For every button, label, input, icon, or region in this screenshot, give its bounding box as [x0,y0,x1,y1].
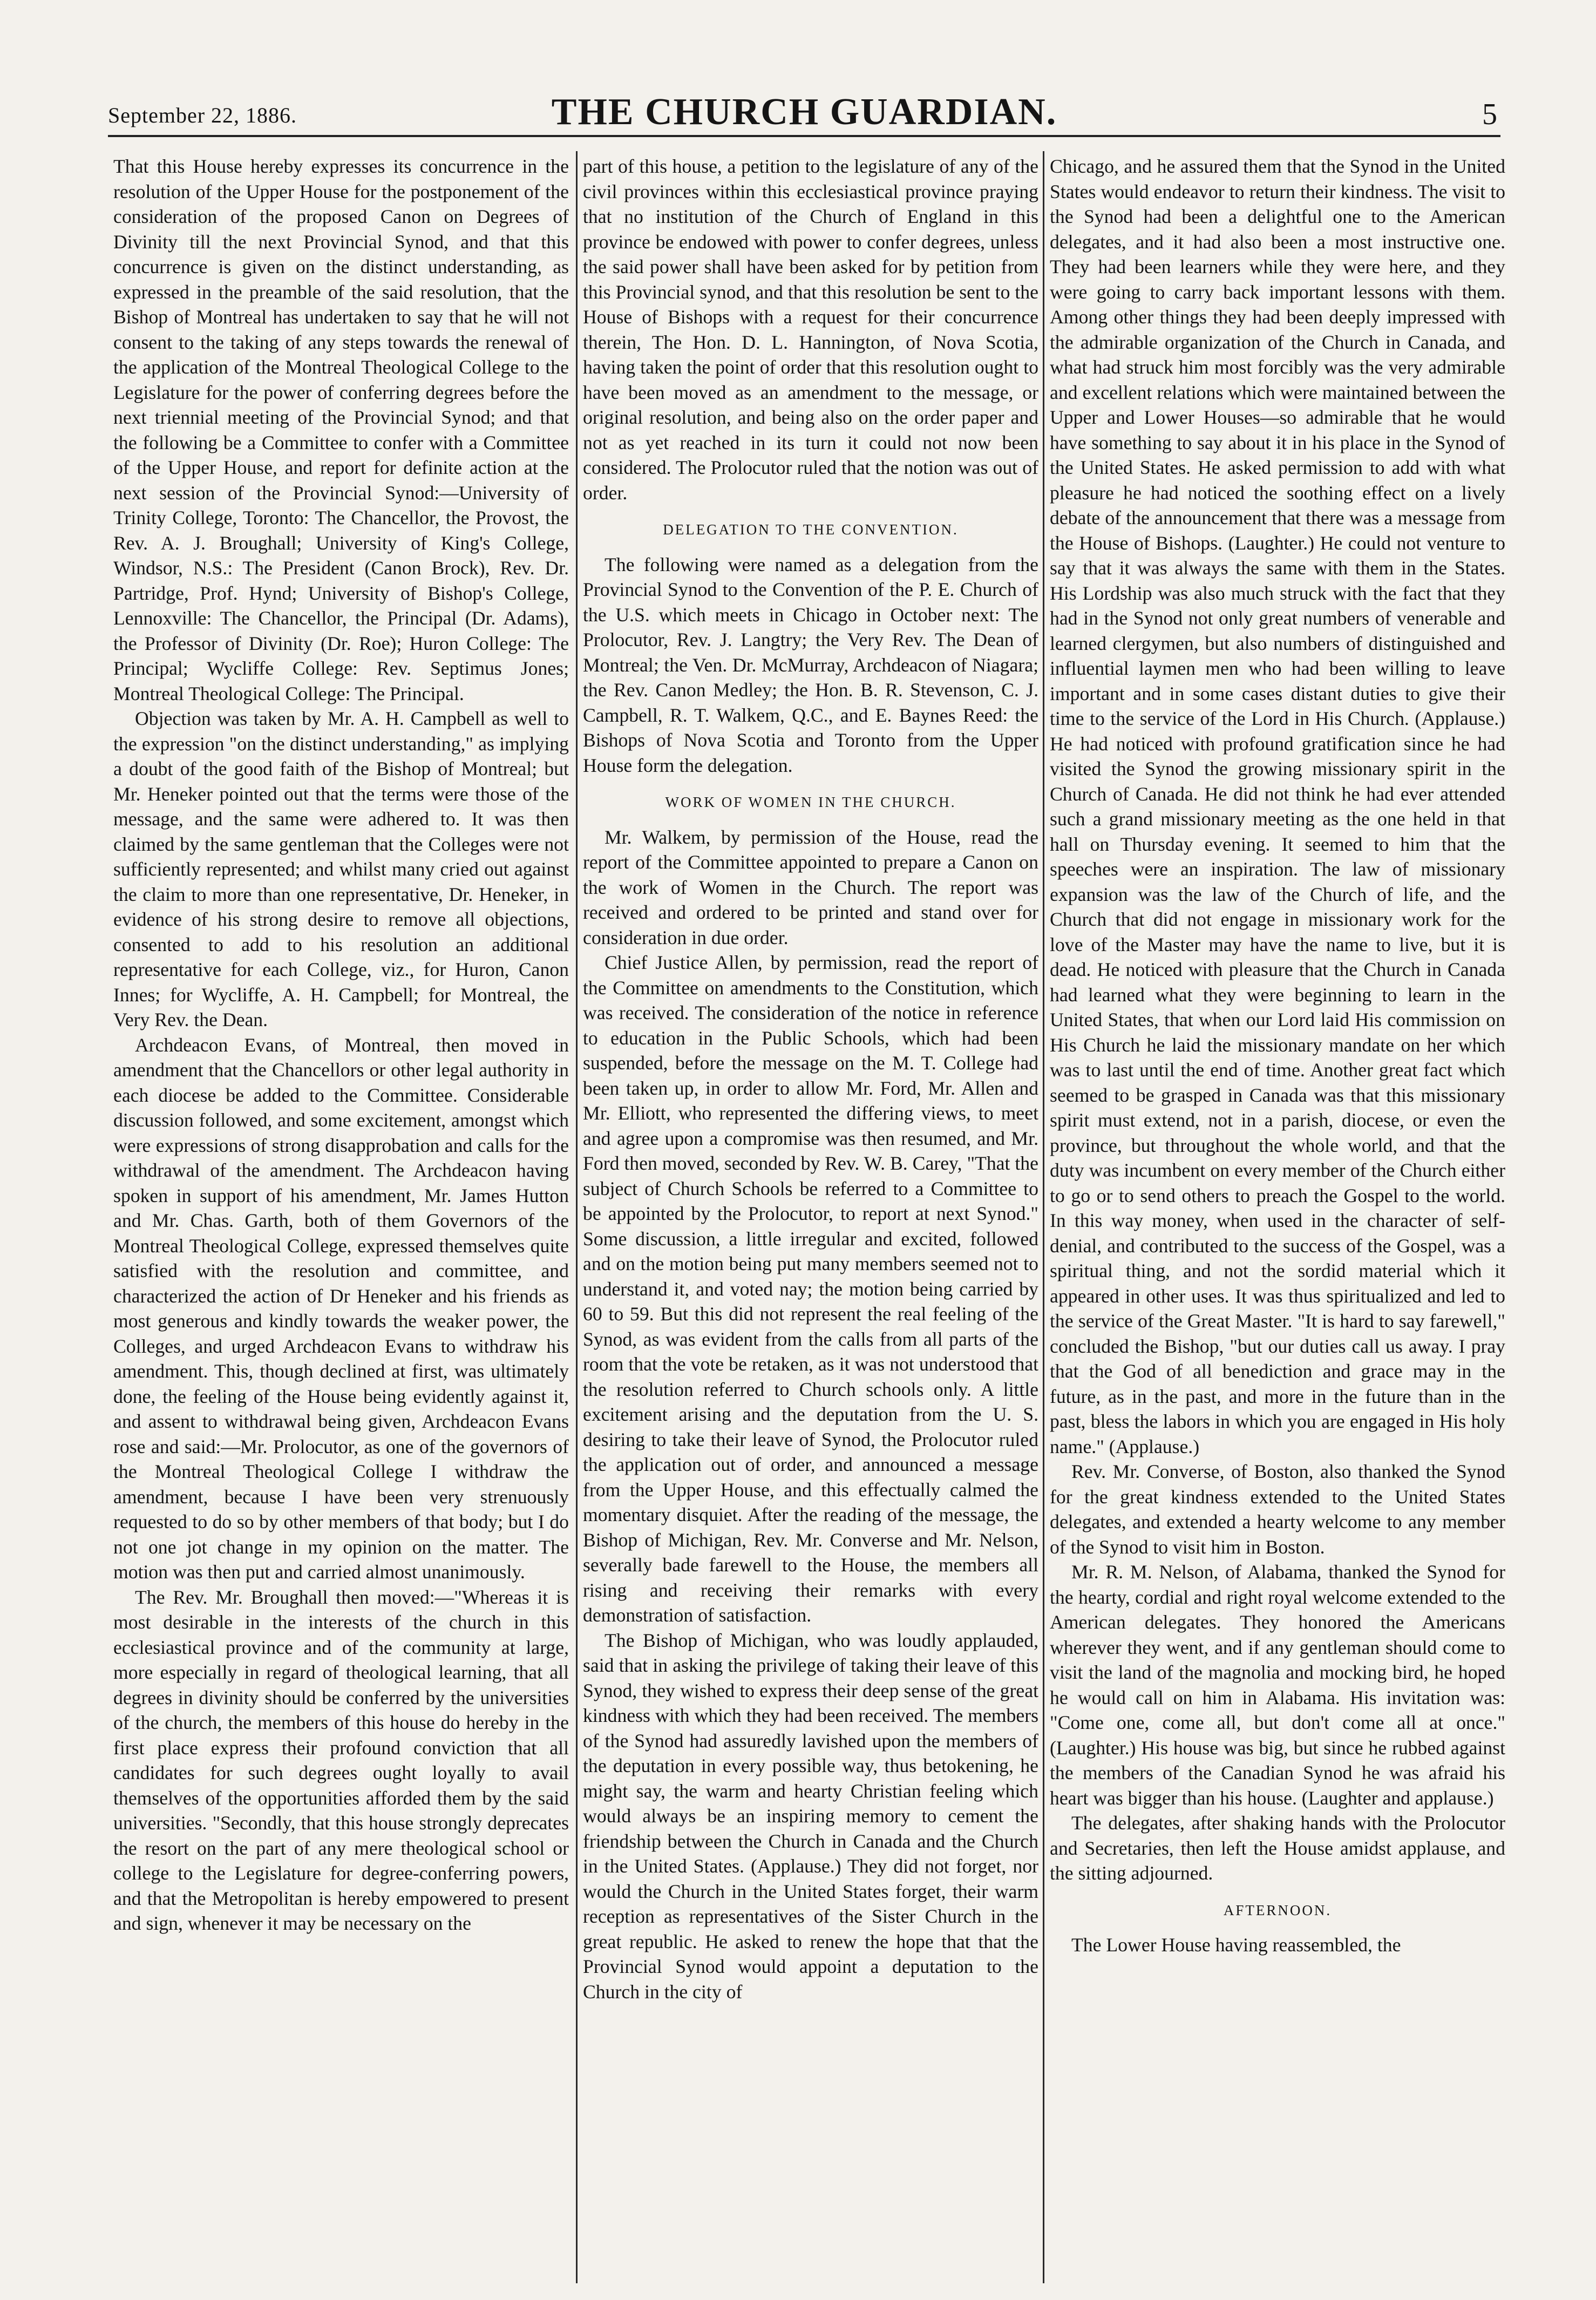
paragraph: The following were named as a delegation from the Provincial Synod to the Convention of the P. E. Church of the U.S. which meets in Chicago in October next: The Prolocutor, Rev. J. Langtry; the Very Rev. The Dean of Montreal; the Ven. Dr. McMurray, Archdeacon of Niagara; the Rev. Canon Medley; the Hon. B. R. Stevenson, C. J. Campbell, R. T. Walkem, Q.C., and E. Baynes Reed: the Bishops of Nova Scotia and Toronto from the Upper House form the delegation. [583,553,1038,776]
masthead [108,81,1500,137]
paragraph: Objection was taken by Mr. A. H. Campbell as well to the expression "on the distinct understanding," as implying a doubt of the good faith of the Bishop of Montreal; but Mr. Heneker pointed out that the terms were those of the message, and the same were adhered to. It was then claimed by the same gentleman that the Colleges were not sufficiently represented; and whilst many cried out against the claim to more than one representative, Dr. Heneker, in evidence of his strong desire to remove all objections, consented to add to his resolution an additional representative for each College, viz., for Huron, Canon Innes; for Wycliffe, A. H. Campbell; for Montreal, the Very Rev. the Dean. [113,708,569,1030]
column-1 [113,154,569,2281]
paragraph: Chicago, and he assured them that the Synod in the United States would endeavor to return their kindness. The visit to the Synod had been a delightful one to the American delegates, and it had also been a most instructive one. They had been learners while they were here, and they were going to carry back important lessons with them. Among other things they had been deeply impressed with the admirable organization of the Church in Canada, and what had struck him most forcibly was the very admirable and excellent relations which were maintained between the Upper and Lower Houses—so admirable that he would have something to say about it in his place in the Synod of the United States. He asked permission to add with what pleasure he had noticed the soothing effect on a lively debate of the announcement that there was a message from the House of Bishops. (Laughter.) He could not venture to say that it was always the same with them in the States. His Lordship was also much struck with the fact that they had in the Synod not only great numbers of venerable and learned clergymen, but also numbers of distinguished and influential laymen men who had been willing to leave important and in some cases distant duties to give their time to the service of the Lord in His Church. (Applause.) He had noticed with profound gratification since he had visited the Synod the growing missionary spirit in the Church of Canada. He did not think he had ever attended such a grand missionary meeting as the one held in that hall on Thursday evening. It seemed to him that the speeches were an inspiration. The law of missionary expansion was the law of the Church of life, and the Church that did not engage in missionary work for the love of the Master may have the name to live, but it is dead. He noticed with pleasure that the Church in Canada had learned what they were beginning to learn in the United States, that when our Lord laid His commission on His Church he laid the missionary mandate on her which was to last until the end of time. Another great fact which seemed to be grasped in Canada was that this missionary spirit must extend, not in a parish, diocese, or even the province, but throughout the whole world, and that the duty was incumbent on every member of the Church either to go or to send others to preach the Gospel to the world. In this way money, when used in the character of self-denial, and contributed to the success of the Gospel, was a spiritual thing, and not the sordid material which it appeared in other uses. It was thus spiritualized and led to the service of the Great Master. "It is hard to say farewell," concluded the Bishop, "but our duties call us away. I pray that the God of all benediction and grace may in the future, as in the past, and more in the future than in the past, bless the labors in which you are engaged in His holy name." (Applause.) [1050,155,1505,1457]
section-heading-women: WORK OF WOMEN IN THE CHURCH. [665,794,956,810]
paragraph: Chief Justice Allen, by permission, read the report of the Committee on amendments to the Constitution, which was received. The consideration of the notice in reference to education in the Public Schools, which had been suspended, before the message on the M. T. College had been taken up, in order to allow Mr. Ford, Mr. Allen and Mr. Elliott, who represented the differing views, to meet and agree upon a compromise was then resumed, and Mr. Ford then moved, seconded by Rev. W. B. Carey, "That the subject of Church Schools be referred to a Committee to be appointed by the Prolocutor, to report at next Synod." Some discussion, a little irregular and excited, followed and on the motion being put many members seemed not to understand it, and voted nay; the motion being carried by 60 to 59. But this did not represent the real feeling of the Synod, as was evident from the calls from all parts of the room that the vote be retaken, as it was not understood that the resolution referred to Church schools only. A little excitement arising and the deputation from the U. S. desiring to take their leave of Synod, the Prolocutor ruled the application out of order, and announced a message from the Upper House, and this effectually calmed the momentary disquiet. After the reading of the message, the Bishop of Michigan, Rev. Mr. Converse and Mr. Nelson, severally bade farewell to the House, the members all rising and receiving their remarks with every demonstration of satisfaction. [583,952,1038,1626]
paragraph: part of this house, a petition to the legislature of any of the civil provinces within this ecclesiastical province praying that no institution of the Church of England in this province be endowed with power to confer degrees, unless the said power shall have been asked for by petition from this Provincial synod, and that this resolution be sent to the House of Bishops with a request for their concurrence therein, The Hon. D. L. Hannington, of Nova Scotia, having taken the point of order that this resolution ought to have been moved as an amendment to the message, or original resolution, and being also on the order paper and not as yet reached in its turn it could not now been considered. The Prolocutor ruled that the notion was out of order. [583,155,1038,504]
paragraph: Archdeacon Evans, of Montreal, then moved in amendment that the Chancellors or other legal authority in each diocese be added to the Committee. Considerable discussion followed, and some excitement, amongst which were expressions of strong disapprobation and calls for the withdrawal of the amendment. The Archdeacon having spoken in support of his amendment, Mr. James Hutton and Mr. Chas. Garth, both of them Governors of the Montreal Theological College, expressed themselves quite satisfied with the resolution and committee, and characterized the action of Dr Heneker and his friends as most generous and kindly towards the weaker power, the Colleges, and urged Archdeacon Evans to withdraw his amendment. This, though declined at first, was ultimately done, the feeling of the House being evidently against it, and assent to withdrawal being given, Archdeacon Evans rose and said:—Mr. Prolocutor, as one of the governors of the Montreal Theological College I withdraw the amendment, because I have been very strenuously requested to do so by other members of that body; but I do not one jot change in my opinion on the matter. The motion was then put and carried almost unanimously. [113,1034,569,1583]
column-3 [1050,154,1505,2281]
paragraph: That this House hereby expresses its concurrence in the resolution of the Upper House for the postponement of the consideration of the proposed Canon on Degrees of Divinity till the next Provincial Synod, and that this concurrence is given on the distinct understanding, as expressed in the preamble of the said resolution, that the Bishop of Montreal has undertaken to say that he will not consent to the taking of any steps towards the renewal of the application of the Montreal Theological College to the Legislature for the power of conferring degrees before the next triennial meeting of the Provincial Synod; and that the following be a Committee to confer with a Committee of the Upper House, and report for definite action at the next session of the Provincial Synod:—University of Trinity College, Toronto: The Chancellor, the Provost, the Rev. A. J. Broughall; University of King's College, Windsor, N.S.: The President (Canon Brock), Rev. Dr. Partridge, Prof. Hynd; University of Bishop's College, Lennoxville: The Chancellor, the Principal (Dr. Adams), the Professor of Divinity (Dr. Roe); Huron College: The Principal; Wycliffe College: Rev. Septimus Jones; Montreal Theological College: The Principal. [113,155,569,704]
section-heading-afternoon: AFTERNOON. [1223,1902,1332,1918]
column-divider [576,151,578,2283]
newspaper-title: THE CHURCH GUARDIAN. [551,91,1057,133]
paragraph: The Bishop of Michigan, who was loudly applauded, said that in asking the privilege of taking their leave of this Synod, they wished to express their deep sense of the great kindness with which they had been received. The members of the Synod had assuredly lavished upon the members of the deputation in every possible way, thus betokening, he might say, the warm and hearty Christian feeling which would always be an inspiring memory to cement the friendship between the Church in Canada and the Church in the United States. (Applause.) They did not forget, nor would the Church in the United States forget, their warm reception as representatives of the Sister Church in the great republic. He asked to renew the hope that that the Provincial Synod would appoint a deputation to the Church in the city of [583,1629,1038,2003]
paragraph: The delegates, after shaking hands with the Prolocutor and Secretaries, then left the House amidst applause, and the sitting adjourned. [1050,1812,1505,1884]
paragraph: Rev. Mr. Converse, of Boston, also thanked the Synod for the great kindness extended to the United States delegates, and extended a hearty welcome to any member of the Synod to visit him in Boston. [1050,1461,1505,1558]
page-number: 5 [1482,98,1497,131]
paragraph: Mr. Walkem, by permission of the House, read the report of the Committee appointed to prepare a Canon on the work of Women in the Church. The report was received and ordered to be printed and stand over for consideration in due order. [583,826,1038,948]
paragraph: The Rev. Mr. Broughall then moved:—"Whereas it is most desirable in the interests of the church in this ecclesiastical province and of the community at large, more especially in regard of theological learning, that all degrees in divinity should be conferred by the universities of the church, the members of this house do hereby in the first place express their profound conviction that all candidates for such degrees ought loyally to avail themselves of the opportunities afforded them by the said universities. "Secondly, that this house strongly deprecates the resort on the part of any mere theological school or college to the Legislature for degree-conferring powers, and that the Metropolitan is hereby empowered to present and sign, whenever it may be necessary on the [113,1586,569,1934]
column-divider [1043,151,1044,2283]
paragraph: The Lower House having reassembled, the [1071,1934,1401,1956]
column-2 [583,154,1038,2281]
paragraph: Mr. R. M. Nelson, of Alabama, thanked the Synod for the hearty, cordial and right royal welcome extended to the American delegates. They honored the Americans wherever they went, and if any gentleman should come to visit the land of the magnolia and mocking bird, he hoped he would call on him in Alabama. His invitation was: "Come one, come all, but don't come all at once." (Laughter.) His house was big, but since he rubbed against the members of the Canadian Synod he was afraid his heart was bigger than his house. (Laughter and applause.) [1050,1561,1505,1809]
section-heading-delegation: DELEGATION TO THE CONVENTION. [663,521,959,538]
issue-date: September 22, 1886. [108,103,297,127]
